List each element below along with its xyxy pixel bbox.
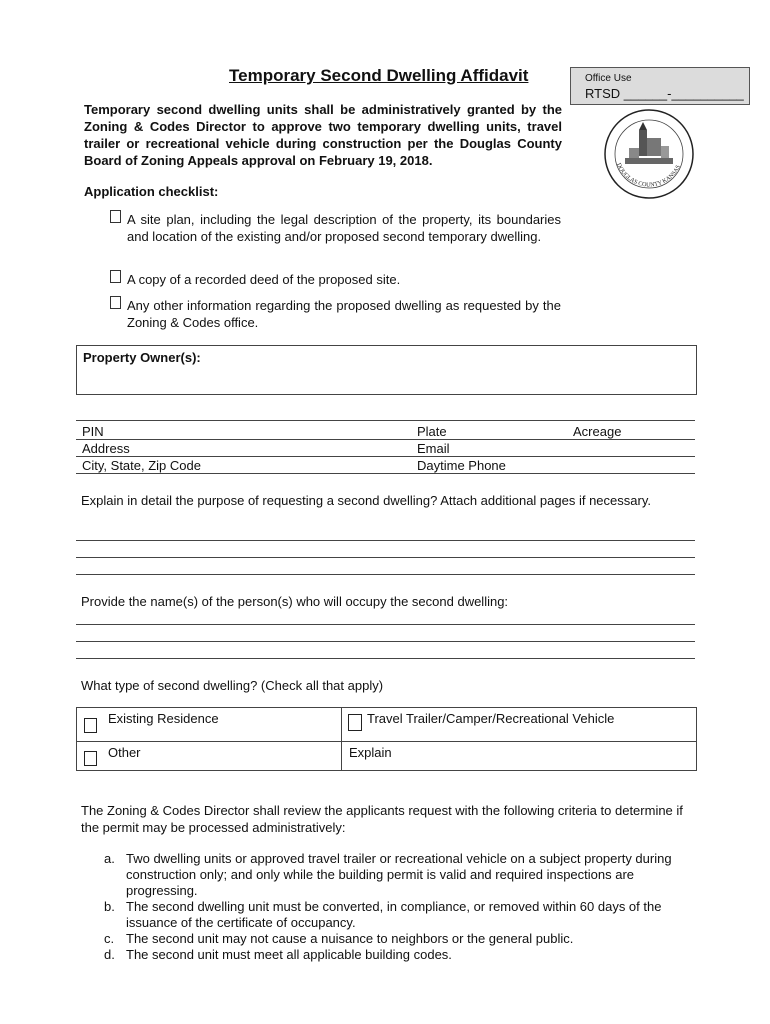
divider — [341, 708, 342, 770]
office-use-label: Office Use — [585, 73, 632, 84]
answer-line[interactable] — [76, 641, 695, 642]
list-item-text: The second unit may not cause a nuisance to neighbors or the general public. — [126, 931, 574, 946]
travel-trailer-label: Travel Trailer/Camper/Recreational Vehicle — [367, 711, 615, 726]
list-marker: d. — [104, 947, 115, 962]
dwelling-type-question: What type of second dwelling? (Check all that apply) — [81, 678, 384, 693]
property-owner-label: Property Owner(s): — [83, 350, 201, 365]
city-state-zip-field[interactable]: City, State, Zip Code — [82, 458, 201, 473]
pin-field[interactable]: PIN — [82, 424, 104, 439]
list-item-text: The second dwelling unit must be converted, in compliance, or removed within 60 days of the issuance of the certificate of occupancy. — [126, 899, 662, 930]
dwelling-type-table — [76, 707, 697, 771]
list-item — [104, 947, 694, 963]
explain-field[interactable]: Explain — [349, 745, 392, 760]
other-label: Other — [108, 745, 141, 760]
answer-line[interactable] — [76, 624, 695, 625]
answer-line[interactable] — [76, 540, 695, 541]
answer-line[interactable] — [76, 557, 695, 558]
checklist-item: A copy of a recorded deed of the proposed site. — [127, 272, 401, 287]
occupants-question: Provide the name(s) of the person(s) who will occupy the second dwelling: — [81, 594, 509, 609]
intro-paragraph: Temporary second dwelling units shall be administratively granted by the Zoning & Codes Director to approve two temporary dwelling units, travel trailer or recreational vehicle during construction per the Douglas County Board of Zoning Appeals approval on February 19, 2018. — [84, 102, 562, 168]
criteria-list — [104, 851, 694, 963]
address-field[interactable]: Address — [82, 441, 130, 456]
list-marker: a. — [104, 851, 115, 866]
page-title: Temporary Second Dwelling Affidavit — [229, 66, 529, 85]
email-field[interactable]: Email — [417, 441, 450, 456]
answer-line[interactable] — [76, 658, 695, 659]
rtsd-field: RTSD ______-__________ — [585, 86, 744, 101]
checklist-checkbox-1[interactable] — [110, 210, 121, 223]
other-checkbox[interactable] — [84, 751, 97, 766]
list-marker: b. — [104, 899, 115, 914]
criteria-intro: The Zoning & Codes Director shall review the applicants request with the following criteria to determine if the permit may be processed administratively: — [81, 803, 683, 835]
daytime-phone-field[interactable]: Daytime Phone — [417, 458, 506, 473]
divider — [76, 420, 695, 421]
seal-text: DOUGLAS COUNTY KANSAS — [615, 162, 682, 189]
existing-residence-label: Existing Residence — [108, 711, 219, 726]
list-item — [104, 851, 694, 899]
office-use-box — [570, 67, 750, 105]
existing-residence-checkbox[interactable] — [84, 718, 97, 733]
checklist-heading: Application checklist: — [84, 184, 219, 199]
divider — [77, 741, 696, 742]
plate-field[interactable]: Plate — [417, 424, 447, 439]
list-item — [104, 899, 694, 931]
svg-text:DOUGLAS COUNTY KANSAS — [615, 162, 682, 188]
answer-line[interactable] — [76, 574, 695, 575]
list-marker: c. — [104, 931, 115, 946]
purpose-question: Explain in detail the purpose of requesting a second dwelling? Attach additional pages if necessary. — [81, 493, 651, 508]
checklist-checkbox-3[interactable] — [110, 296, 121, 309]
divider — [76, 439, 695, 440]
divider — [76, 473, 695, 474]
checklist-item: Any other information regarding the proposed dwelling as requested by the Zoning & Codes office. — [127, 298, 561, 330]
travel-trailer-checkbox[interactable] — [348, 714, 362, 731]
list-item-text: Two dwelling units or approved travel trailer or recreational vehicle on a subject property during construction only; and only while the building permit is valid and required inspections are progressing. — [126, 851, 672, 898]
list-item — [104, 931, 694, 947]
checklist-checkbox-2[interactable] — [110, 270, 121, 283]
checklist-item: A site plan, including the legal description of the property, its boundaries and location of the existing and/or proposed second temporary dwelling. — [127, 212, 561, 244]
list-item-text: The second unit must meet all applicable building codes. — [126, 947, 452, 962]
county-seal-logo — [603, 108, 695, 200]
property-owner-field[interactable] — [76, 345, 697, 395]
acreage-field[interactable]: Acreage — [573, 424, 622, 439]
